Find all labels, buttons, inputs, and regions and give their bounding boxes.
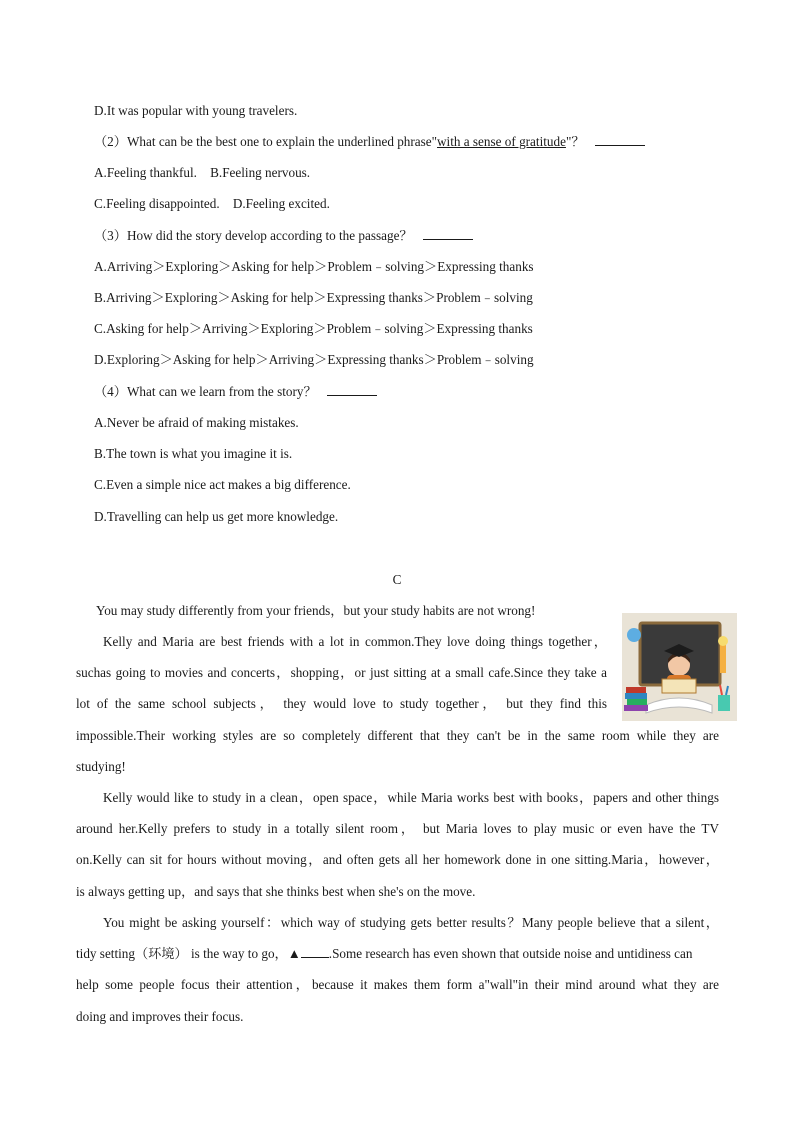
p1-line-4: impossible.Their working styles are so completely different that they can't be in the same room while they are xyxy=(76,728,719,743)
question-4-stem-text: （4）What can we learn from the story？ xyxy=(94,384,317,399)
answer-blank-2 xyxy=(595,134,645,146)
book-stack-4 xyxy=(624,705,648,711)
p1-line-3: lot of the same school subjects， they would love to study together， but they find this xyxy=(76,696,607,711)
option-3a: A.Arriving＞Exploring＞Asking for help＞Problem﹣solving＞Expressing thanks xyxy=(94,259,534,274)
blank-triangle xyxy=(301,946,329,958)
lamp-bulb xyxy=(718,636,728,646)
cap-top xyxy=(674,648,684,653)
options-2cd: C.Feeling disappointed. D.Feeling excited. xyxy=(94,196,330,211)
option-3c: C.Asking for help＞Arriving＞Exploring＞Problem﹣solving＞Expressing thanks xyxy=(94,321,533,336)
option-1d: D.It was popular with young travelers. xyxy=(94,103,298,118)
answer-blank-3 xyxy=(423,228,473,240)
passage-subtitle: You may study differently from your friends，but your study habits are not wrong! xyxy=(96,603,536,618)
p3-line-2 xyxy=(76,946,719,962)
p1-line-2: suchas going to movies and concerts，shopping，or just sitting at a small cafe.Since they take a xyxy=(76,665,607,680)
question-2-stem-post: "？ xyxy=(565,134,585,149)
book-stack-1 xyxy=(626,687,646,693)
p2-line-1: Kelly would like to study in a clean，open space，while Maria works best with books，papers and other things xyxy=(103,790,719,805)
p3-line-4: doing and improves their focus. xyxy=(76,1009,244,1024)
question-3-stem xyxy=(94,228,473,244)
p2-line-4: is always getting up，and says that she thinks best when she's on the move. xyxy=(76,884,476,899)
question-2-stem xyxy=(94,134,645,150)
book-stack-3 xyxy=(627,699,647,705)
option-4d: D.Travelling can help us get more knowledge. xyxy=(94,509,339,524)
p1-line-1: Kelly and Maria are best friends with a lot in common.They love doing things together， xyxy=(103,634,607,649)
section-c-heading: C xyxy=(392,572,402,587)
book-stack-2 xyxy=(625,693,647,699)
underlined-phrase: with a sense of gratitude xyxy=(437,134,566,149)
p3-line-2-pre: tidy setting（环境） is the way to go，▲ xyxy=(76,946,301,961)
question-4-stem xyxy=(94,384,377,400)
p3-line-3: help some people focus their attention，because it makes them form a"wall"in their mind around what they are xyxy=(76,977,719,992)
question-2-stem-pre: （2）What can be the best one to explain the underlined phrase" xyxy=(94,134,438,149)
option-4b: B.The town is what you imagine it is. xyxy=(94,446,293,461)
options-2ab: A.Feeling thankful. B.Feeling nervous. xyxy=(94,165,311,180)
pencil-cup xyxy=(718,695,730,711)
question-3-stem-text: （3）How did the story develop according to the passage？ xyxy=(94,228,413,243)
option-3d: D.Exploring＞Asking for help＞Arriving＞Expressing thanks＞Problem﹣solving xyxy=(94,352,534,367)
studying-student-illustration xyxy=(622,613,737,721)
answer-blank-4 xyxy=(327,384,377,396)
open-book xyxy=(662,679,696,693)
p3-line-2-post: .Some research has even shown that outside noise and untidiness can xyxy=(328,946,693,961)
p1-line-5: studying! xyxy=(76,759,126,774)
p2-line-3: on.Kelly can sit for hours without moving，and often gets all her homework done in one sitting.Maria，however， xyxy=(76,852,719,867)
globe xyxy=(627,628,641,642)
lamp xyxy=(720,643,726,673)
p3-line-1: You might be asking yourself：which way of studying gets better results？Many people believe that a silent， xyxy=(103,915,719,930)
option-4a: A.Never be afraid of making mistakes. xyxy=(94,415,299,430)
option-4c: C.Even a simple nice act makes a big difference. xyxy=(94,477,351,492)
option-3b: B.Arriving＞Exploring＞Asking for help＞Expressing thanks＞Problem﹣solving xyxy=(94,290,533,305)
p2-line-2: around her.Kelly prefers to study in a totally silent room， but Maria loves to play music or even have the TV xyxy=(76,821,719,836)
